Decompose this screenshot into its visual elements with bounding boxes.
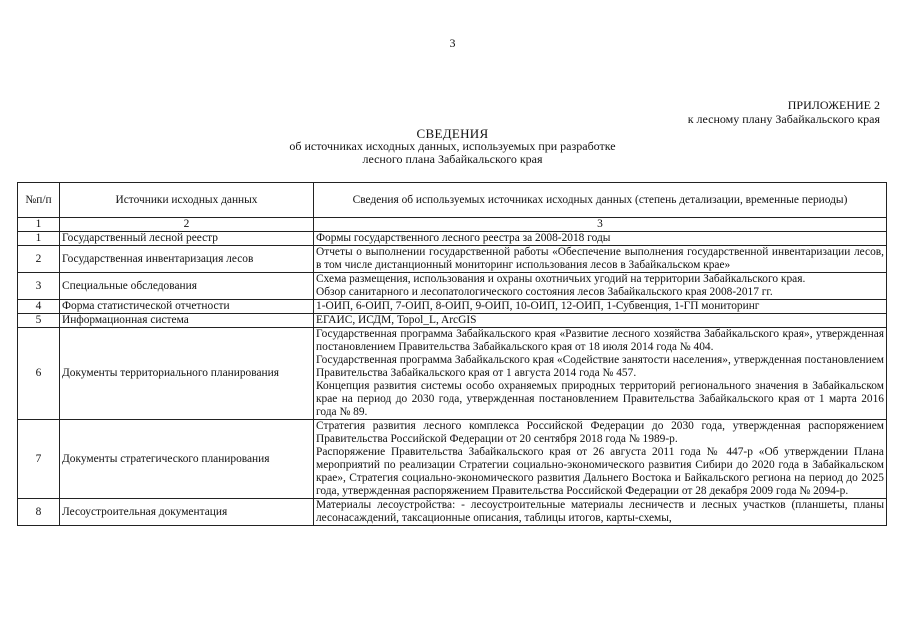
table-row (18, 300, 887, 314)
title-heading: СВЕДЕНИЯ (416, 126, 489, 141)
table-row (18, 499, 887, 526)
appendix-title: ПРИЛОЖЕНИЕ 2 (787, 98, 880, 112)
row-info (314, 300, 887, 314)
appendix-caption (688, 98, 880, 126)
info-paragraph: Государственная программа Забайкальского края «Содействие занятости населения», утвержденная постановлением Правительства Забайкальского края от 1 августа 2014 года № 457. (316, 354, 884, 379)
row-info (314, 499, 887, 526)
index-cell: 2 (60, 218, 314, 232)
table-row (18, 232, 887, 246)
row-source: Государственный лесной реестр (60, 232, 314, 246)
info-paragraph: 1-ОИП, 6-ОИП, 7-ОИП, 8-ОИП, 9-ОИП, 10-ОИП, 12-ОИП, 1-Субвенция, 1-ГП мониторинг (316, 300, 760, 312)
info-paragraph: ЕГАИС, ИСДМ, Topol_L, ArcGIS (316, 314, 477, 326)
row-source: Форма статистической отчетности (60, 300, 314, 314)
row-number: 8 (18, 499, 60, 526)
row-number: 1 (18, 232, 60, 246)
table-header-row (18, 183, 887, 218)
column-index-row (18, 218, 887, 232)
info-paragraph: Материалы лесоустройства: - лесоустроительные материалы лесничеств и лесных участков (планшеты, планы лесонасаждений, таксационные описания, таблицы итогов, карты-схемы, (316, 499, 884, 524)
title-line-2: об источниках исходных данных, используемых при разработке (289, 139, 616, 153)
info-paragraph: Схема размещения, использования и охраны охотничьих угодий на территории Забайкальского края. (316, 273, 806, 285)
header-source: Источники исходных данных (60, 183, 314, 218)
row-number: 7 (18, 420, 60, 499)
row-info (314, 232, 887, 246)
title-line-3: лесного плана Забайкальского края (362, 152, 543, 166)
table-row (18, 328, 887, 420)
sources-table (17, 182, 887, 526)
info-paragraph: Концепция развития системы особо охраняемых природных территорий регионального значения в Забайкальском крае на период до 2030 года, утвержденная постановлением Правительства Забайкальского края от 1 марта 2016 года № 89. (316, 380, 884, 418)
info-paragraph: Формы государственного лесного реестра за 2008-2018 годы (316, 232, 611, 244)
row-source: Лесоустроительная документация (60, 499, 314, 526)
row-number: 6 (18, 328, 60, 420)
info-paragraph: Распоряжение Правительства Забайкальского края от 26 августа 2011 года № 447-р «Об утверждении Плана мероприятий по реализации Стратегии социально-экономического развития Сибири до 2020 года в Забайкальском крае», Стратегия социально-экономического развития Дальнего Востока и Байкальского региона на период до 2025 года, утвержденная распоряжением Правительства Российской Федерации от 28 декабря 2009 года № 2094-р. (316, 446, 884, 497)
info-paragraph: Обзор санитарного и лесопатологического состояния лесов Забайкальского края 2008-2017 гг. (316, 286, 773, 298)
table-row (18, 420, 887, 499)
row-source: Государственная инвентаризация лесов (60, 246, 314, 273)
row-info (314, 420, 887, 499)
info-paragraph: Отчеты о выполнении государственной работы «Обеспечение выполнения государственной инвентаризации лесов, в том числе дистанционный мониторинг использования лесов в Забайкальском крае» (316, 246, 884, 271)
row-number: 5 (18, 314, 60, 328)
row-source: Информационная система (60, 314, 314, 328)
row-number: 4 (18, 300, 60, 314)
header-info: Сведения об используемых источниках исходных данных (степень детализации, временные периоды) (314, 183, 887, 218)
appendix-subtitle: к лесному плану Забайкальского края (687, 112, 880, 126)
info-paragraph: Государственная программа Забайкальского края «Развитие лесного хозяйства Забайкальского края», утвержденная постановлением Правительства Забайкальского края от 18 июля 2014 года № 404. (316, 328, 884, 353)
index-cell: 1 (18, 218, 60, 232)
info-paragraph: Стратегия развития лесного комплекса Российской Федерации до 2030 года, утвержденная распоряжением Правительства Российской Федерации от 20 сентября 2018 года № 1989-р. (316, 420, 884, 445)
row-info (314, 314, 887, 328)
header-num: №п/п (18, 183, 60, 218)
row-source: Специальные обследования (60, 273, 314, 300)
document-title (0, 127, 905, 166)
row-info (314, 273, 887, 300)
row-info (314, 246, 887, 273)
index-cell: 3 (314, 218, 887, 232)
row-source: Документы стратегического планирования (60, 420, 314, 499)
row-source: Документы территориального планирования (60, 328, 314, 420)
table-row (18, 314, 887, 328)
row-number: 2 (18, 246, 60, 273)
table-row (18, 273, 887, 300)
page-number: 3 (449, 36, 456, 50)
row-info (314, 328, 887, 420)
table-row (18, 246, 887, 273)
row-number: 3 (18, 273, 60, 300)
